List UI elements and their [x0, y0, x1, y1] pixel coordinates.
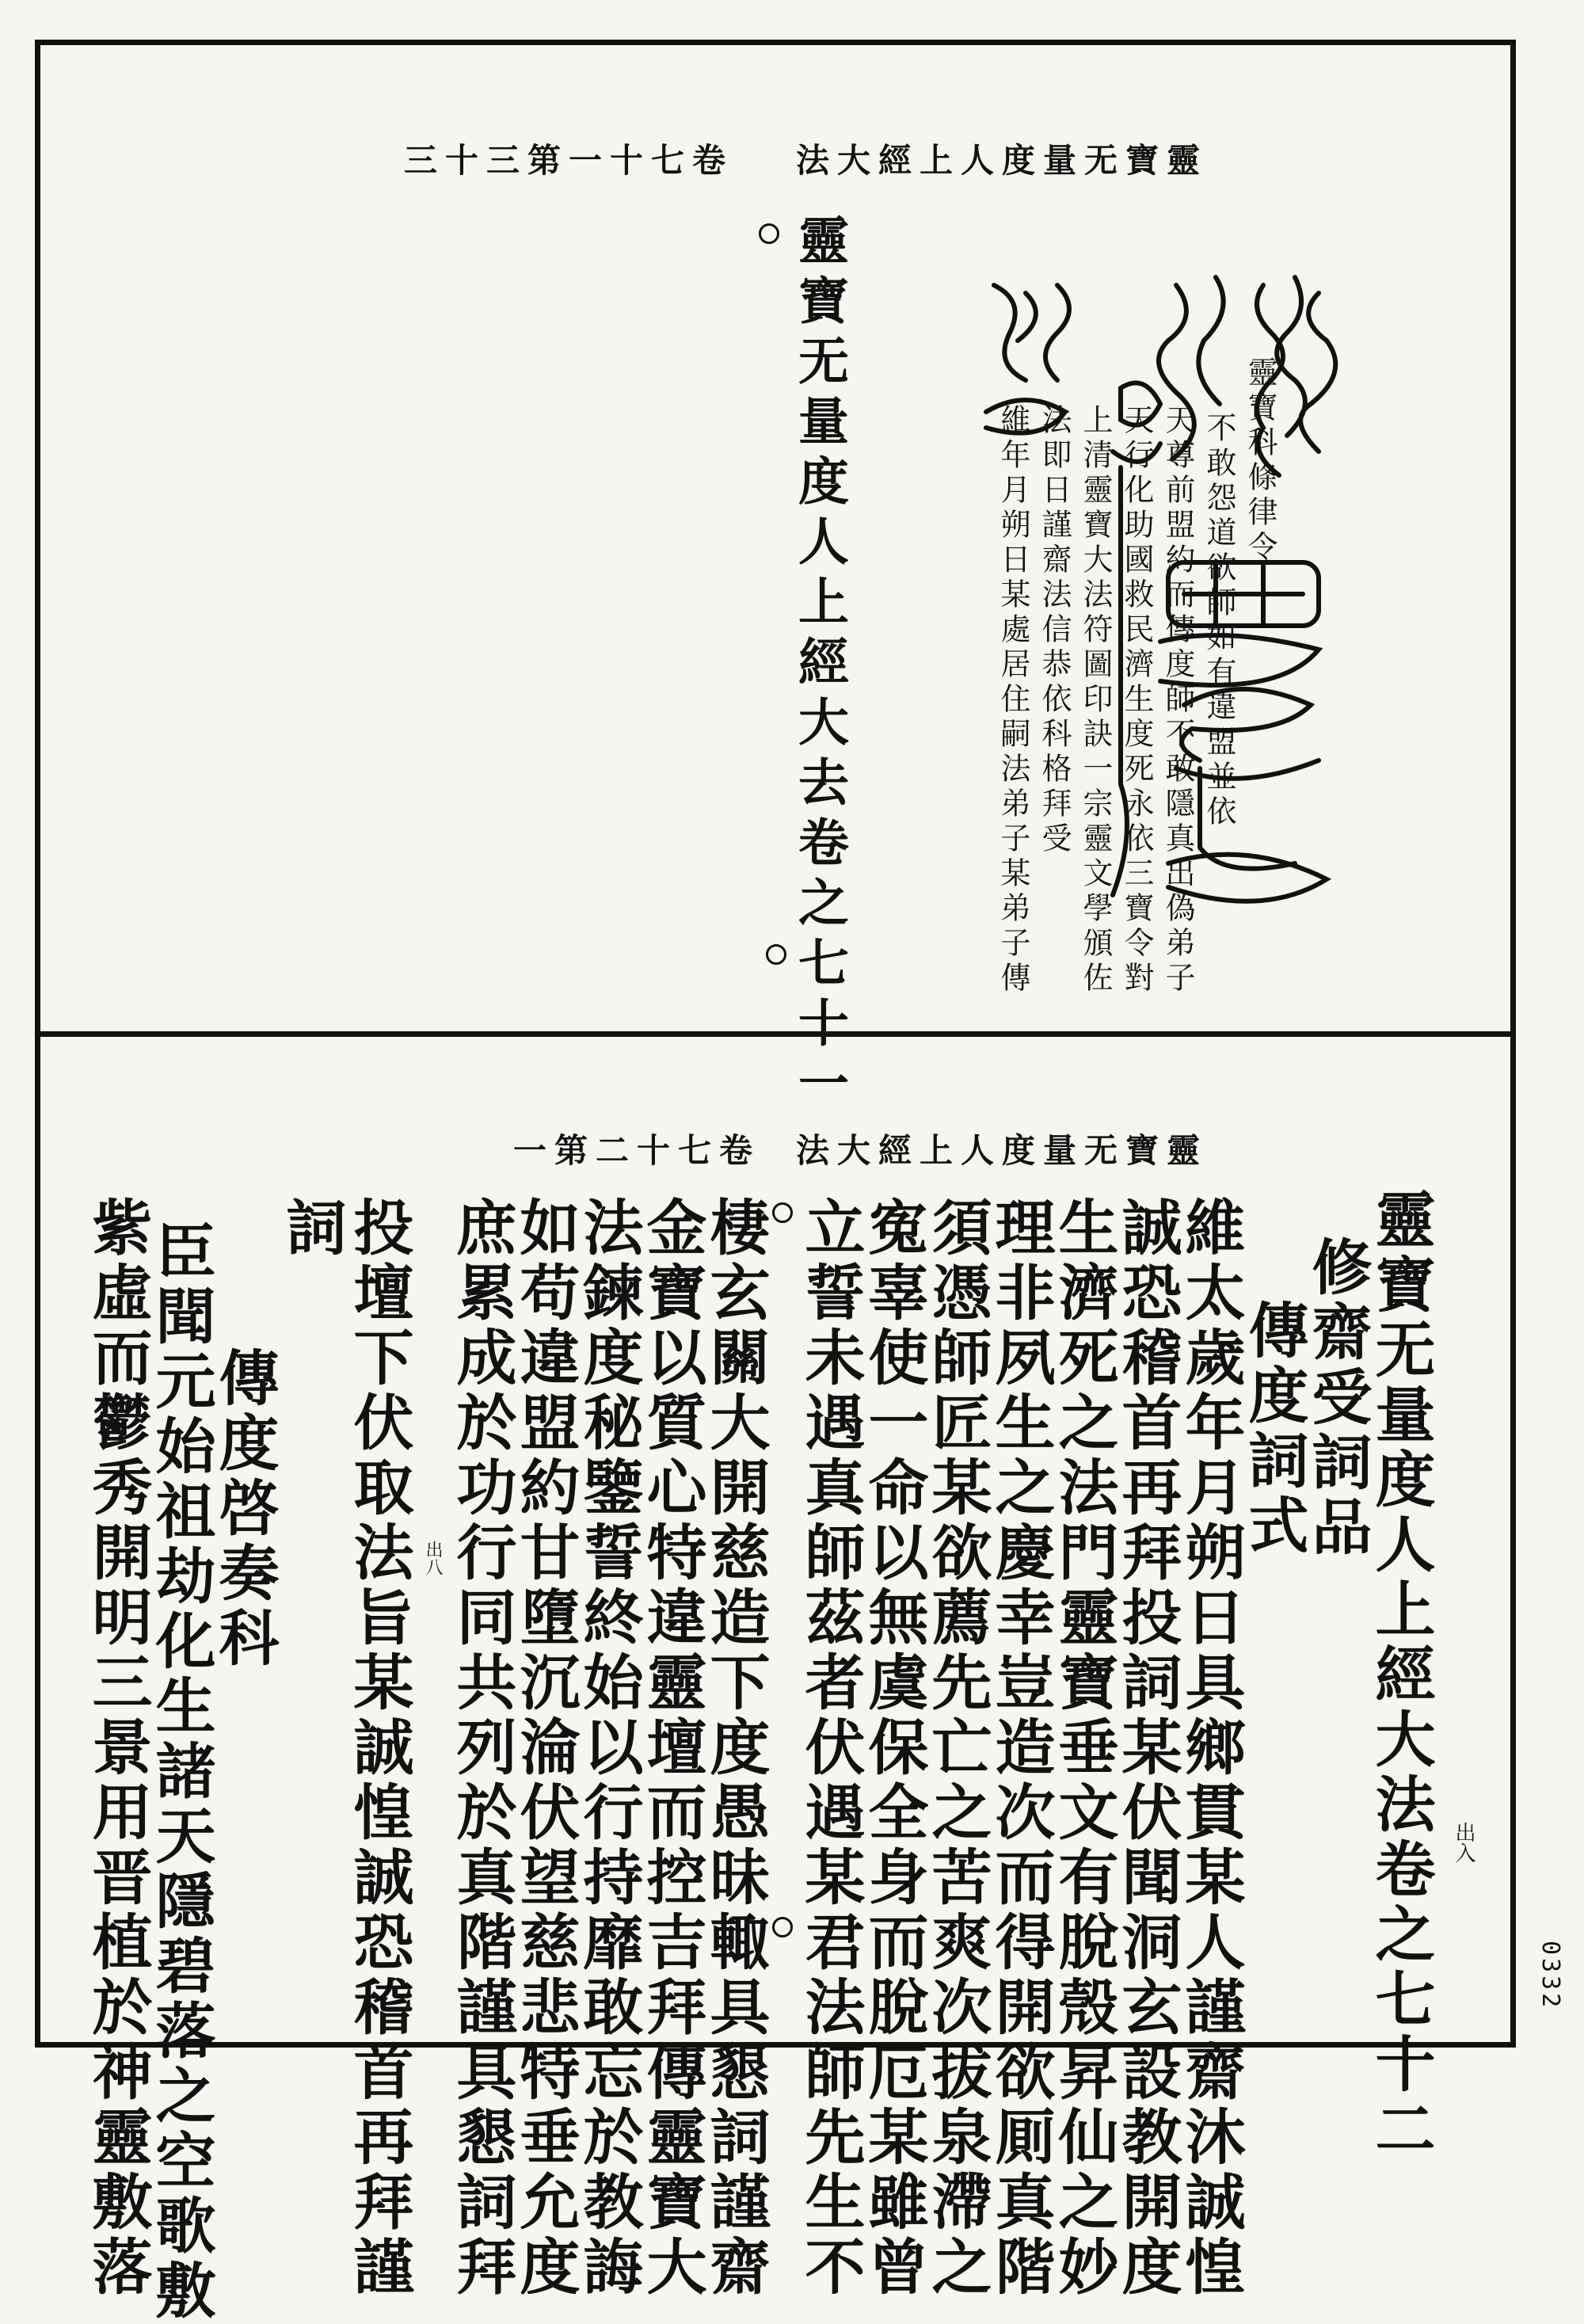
bottom-text-column: 詞	[276, 1196, 347, 1261]
punch-hole-circle	[766, 944, 786, 965]
bottom-text-column: 如苟違盟約甘墮沉淪伏望慈悲特垂允度	[510, 1196, 581, 2300]
bottom-text-column: 庶累成於功行同共列於真階謹具懇詞拜	[447, 1196, 517, 2300]
bottom-text-column: 生濟死之法門靈寶垂文有脫殼昇仙之妙	[1049, 1196, 1119, 2300]
punch-hole-circle	[772, 1202, 793, 1223]
top-text-column: 天尊前盟約而傳度師不敢隱真出偽弟子	[1160, 404, 1195, 996]
bottom-text-column: 須憑師匠某欲薦先亡之苦爽次拔泉滯之	[922, 1196, 992, 2300]
bottom-text-column: 臣聞元始祖劫化生諸天隱碧落之空歌敷	[146, 1220, 216, 2324]
bottom-text-column: 立誓未遇真師茲者伏遇某君法師先生不	[795, 1196, 866, 2300]
bottom-text-column: 修齋受詞品	[1302, 1236, 1373, 1560]
bottom-header-right: 法大經上人度量无寶靈	[796, 1131, 1209, 1170]
bottom-text-column: 維太歲年月朔日具鄉貫某人謹齋沐誠惶	[1175, 1196, 1246, 2300]
top-text-column: 天行化助國救民濟生度死永依三寶令對	[1119, 404, 1154, 996]
bottom-text-column: 金寶以質心特違靈壇而控吉拜傳靈寶大	[637, 1196, 707, 2300]
panel-divider	[35, 1031, 1516, 1037]
bottom-text-column: 傳度詞式	[1239, 1299, 1309, 1559]
bottom-text-column: 誠恐稽首再拜投詞某伏聞洞玄設教開度	[1112, 1196, 1182, 2300]
top-heading-column: 靈寶科條律令	[1243, 356, 1277, 566]
bottom-text-column: 法鍊度秘鑒誓終始以行持靡敢忘於教誨	[573, 1196, 644, 2300]
bottom-text-column: 理非夙生之慶幸豈造次而得開欲厠真階	[985, 1196, 1056, 2300]
inline-note: 出八	[423, 1541, 443, 1575]
punch-hole-circle	[759, 223, 779, 244]
top-title-column: 靈寶无量度人上經大去卷之七十一	[790, 214, 849, 1117]
top-header-right: 法大經上人度量无寶靈	[796, 141, 1209, 180]
top-text-column: 法即日謹齋法信恭依科格拜受	[1037, 404, 1072, 857]
top-text-column: 維年月朔日某處居住嗣法弟子某弟子傳	[996, 404, 1030, 996]
bottom-text-column: 投壇下伏取法旨某誠惶誠恐稽首再拜謹	[344, 1196, 414, 2300]
page-number: 0332	[1536, 1941, 1564, 2011]
bottom-text-column: 紫虛而鬱秀開明三景用晋植於神靈敷落	[82, 1196, 153, 2300]
top-header-left: 三十三第一十七卷	[404, 141, 734, 180]
bottom-text-column: 寃辜使一命以無虞保全身而脫厄某雖曾	[859, 1196, 929, 2300]
bottom-text-column: 靈寶无量度人上經大法卷之七十二	[1365, 1188, 1436, 2162]
top-text-column: 不敢怨道欲師如有違盟並依	[1201, 412, 1236, 830]
top-text-column: 上清靈寶大法符圖印訣一宗靈文學頒佐	[1078, 404, 1113, 996]
bottom-text-column: 傳度啓奏科	[209, 1347, 280, 1671]
bottom-header-left: 一第二十七卷	[513, 1131, 761, 1170]
punch-hole-circle	[772, 1917, 793, 1937]
bottom-text-column: 棲玄關大開慈造下度愚昧輙具懇詞謹齋	[700, 1196, 771, 2300]
margin-note: 出入	[1452, 1822, 1475, 1863]
